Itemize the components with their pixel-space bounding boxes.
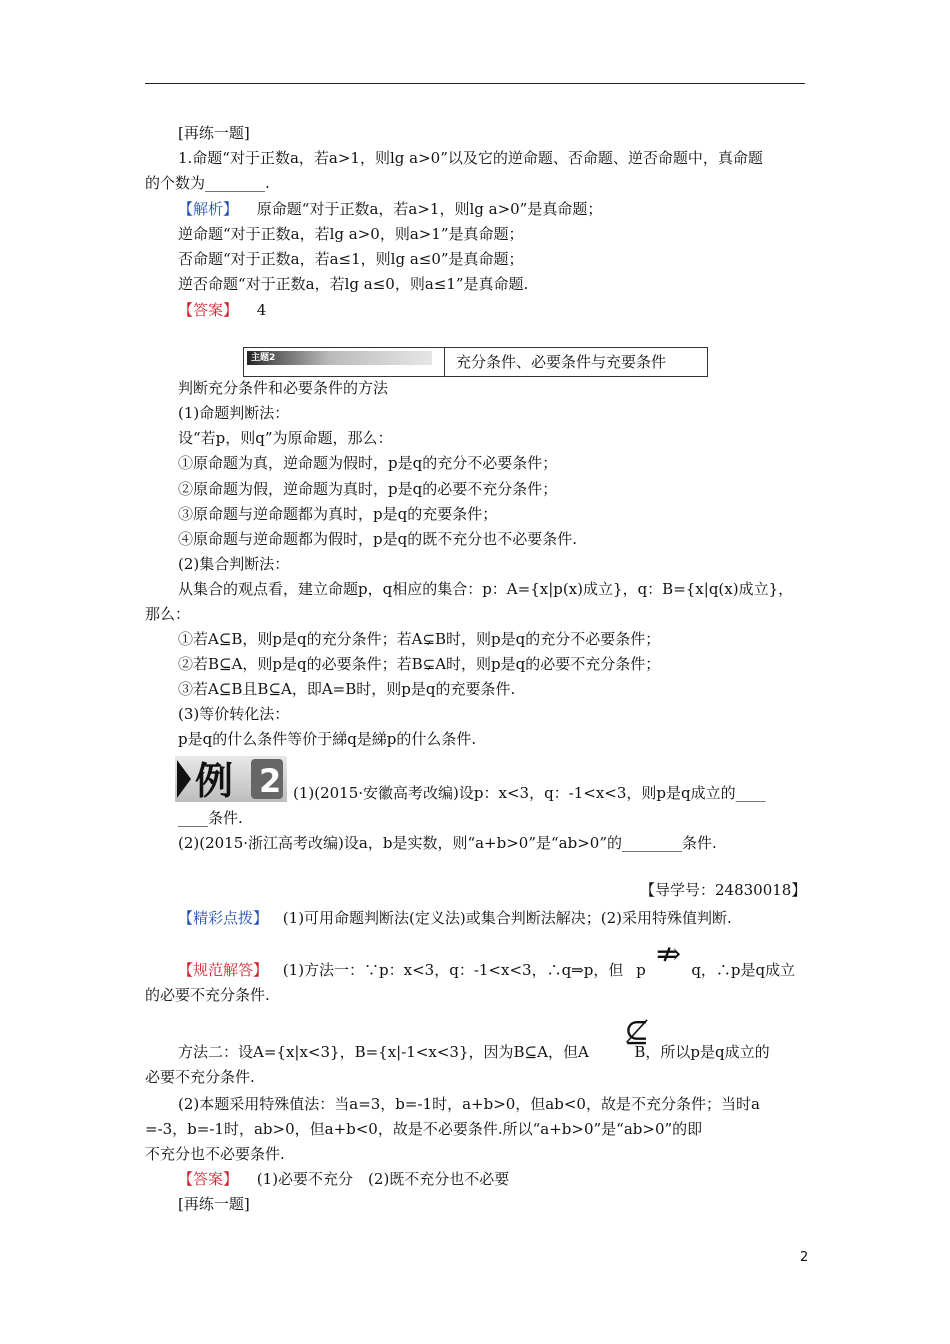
topic-tag-label: 主题2 xyxy=(251,353,276,363)
solution-3-line-2: =-3，b=-1时，ab>0，但a+b<0，故是不必要条件.所以“a+b>0”是“ab>0”的即 xyxy=(145,1120,703,1138)
solution-2-line-2: 必要不充分条件. xyxy=(145,1068,255,1086)
method-1-case-1: ①原命题为真，逆命题为假时，p是q的充分不必要条件； xyxy=(178,454,558,472)
contrapositive-line: 逆否命题“对于正数a，若lg a≤0，则a≤1”是真命题. xyxy=(178,275,529,293)
hint-line xyxy=(178,908,732,928)
example-q1-line-2: ____条件. xyxy=(178,809,243,827)
solution-3-line-3: 不充分也不必要条件. xyxy=(145,1145,285,1163)
not-implies-symbol: ⇏ xyxy=(656,937,682,972)
example-q1-line-1: (1)(2015·安徽高考改编)设p：x<3，q：-1<x<3，则p是q成立的____ xyxy=(293,784,766,802)
answer-value: 4 xyxy=(256,301,267,319)
answer-label: 【答案】 xyxy=(178,301,239,319)
solution-3-line-1: (2)本题采用特殊值法：当a=3，b=-1时，a+b>0，但ab<0，故是不充分条件；当时a xyxy=(178,1095,760,1113)
example-answer-line xyxy=(178,1169,509,1189)
converse-line: 逆命题“对于正数a，若lg a>0，则a>1”是真命题； xyxy=(178,225,524,243)
method-2-setup-2: 那么： xyxy=(145,605,191,623)
topic-tag-bar xyxy=(247,351,432,365)
topic-divider xyxy=(444,348,445,376)
analysis-label: 【解析】 xyxy=(178,200,239,218)
method-3-title: (3)等价转化法： xyxy=(178,705,290,723)
solution-1-line-2: 的必要不充分条件. xyxy=(145,986,270,1004)
solution-label: 【规范解答】 xyxy=(178,961,269,979)
method-3-text: p是q的什么条件等价于綈q是綈p的什么条件. xyxy=(178,730,477,748)
method-1-case-2: ②原命题为假，逆命题为真时，p是q的必要不充分条件； xyxy=(178,480,558,498)
solution-1-text-b: q，∴p是q成立 xyxy=(691,961,796,979)
hint-label: 【精彩点拨】 xyxy=(178,909,269,927)
method-1-setup: 设“若p，则q”为原命题，那么： xyxy=(178,429,393,447)
example-badge xyxy=(175,756,287,802)
example-number: 2 xyxy=(259,762,282,800)
method-1-title: (1)命题判断法： xyxy=(178,404,290,422)
question-line-2: 的个数为________. xyxy=(145,174,270,192)
solution-2-text-b: B，所以p是q成立的 xyxy=(634,1043,770,1061)
solution-1-p: p xyxy=(636,961,646,979)
analysis-text: 原命题“对于正数a，若a>1，则lg a>0”是真命题； xyxy=(256,200,603,218)
method-1-case-4: ④原命题与逆命题都为假时，p是q的既不充分也不必要条件. xyxy=(178,530,577,548)
solution-2-line-1 xyxy=(178,1042,770,1062)
example-char: 例 xyxy=(195,759,234,802)
page-number: 2 xyxy=(800,1250,809,1265)
example-answer-label: 【答案】 xyxy=(178,1170,239,1188)
inverse-line: 否命题“对于正数a，若a≤1，则lg a≤0”是真命题； xyxy=(178,250,524,268)
solution-1-line-1 xyxy=(178,960,795,980)
methods-intro: 判断充分条件和必要条件的方法 xyxy=(178,379,389,397)
solution-2-text-a: 方法二：设A={x|x<3}，B={x|-1<x<3}，因为B⊆A，但A xyxy=(178,1043,589,1061)
topic-title: 充分条件、必要条件与充要条件 xyxy=(456,353,667,371)
answer-line xyxy=(178,300,266,320)
question-line-1: 1.命题“对于正数a，若a>1，则lg a>0”以及它的逆命题、否命题、逆否命题中，真命题 xyxy=(178,149,763,167)
example-answer-value: (1)必要不充分 (2)既不充分也不必要 xyxy=(256,1170,510,1188)
method-1-case-3: ③原命题与逆命题都为真时，p是q的充要条件； xyxy=(178,505,498,523)
method-2-setup-1: 从集合的观点看，建立命题p，q相应的集合：p：A={x|p(x)成立}，q：B={x|q(x)成立}， xyxy=(178,580,794,598)
analysis-line xyxy=(178,199,602,219)
method-2-case-3: ③若A⊆B且B⊆A，即A=B时，则p是q的充要条件. xyxy=(178,680,516,698)
guide-number: 【导学号：24830018】 xyxy=(640,881,807,899)
topic-header xyxy=(243,347,708,377)
not-subset-symbol: ⊈ xyxy=(624,1015,650,1050)
hint-text: (1)可用命题判断法(定义法)或集合判断法解决；(2)采用特殊值判断. xyxy=(282,909,732,927)
practice-2-heading: [再练一题] xyxy=(178,1195,250,1213)
method-2-title: (2)集合判断法： xyxy=(178,555,290,573)
practice-heading: [再练一题] xyxy=(178,124,250,142)
method-2-case-2: ②若B⊆A，则p是q的必要条件；若B⊊A时，则p是q的必要不充分条件； xyxy=(178,655,661,673)
header-rule xyxy=(145,83,805,84)
example-q2: (2)(2015·浙江高考改编)设a，b是实数，则“a+b>0”是“ab>0”的________条件. xyxy=(178,834,717,852)
method-2-case-1: ①若A⊆B，则p是q的充分条件；若A⊊B时，则p是q的充分不必要条件； xyxy=(178,630,661,648)
solution-1-text-a: (1)方法一：∵p：x<3，q：-1<x<3，∴q⇒p，但 xyxy=(282,961,624,979)
